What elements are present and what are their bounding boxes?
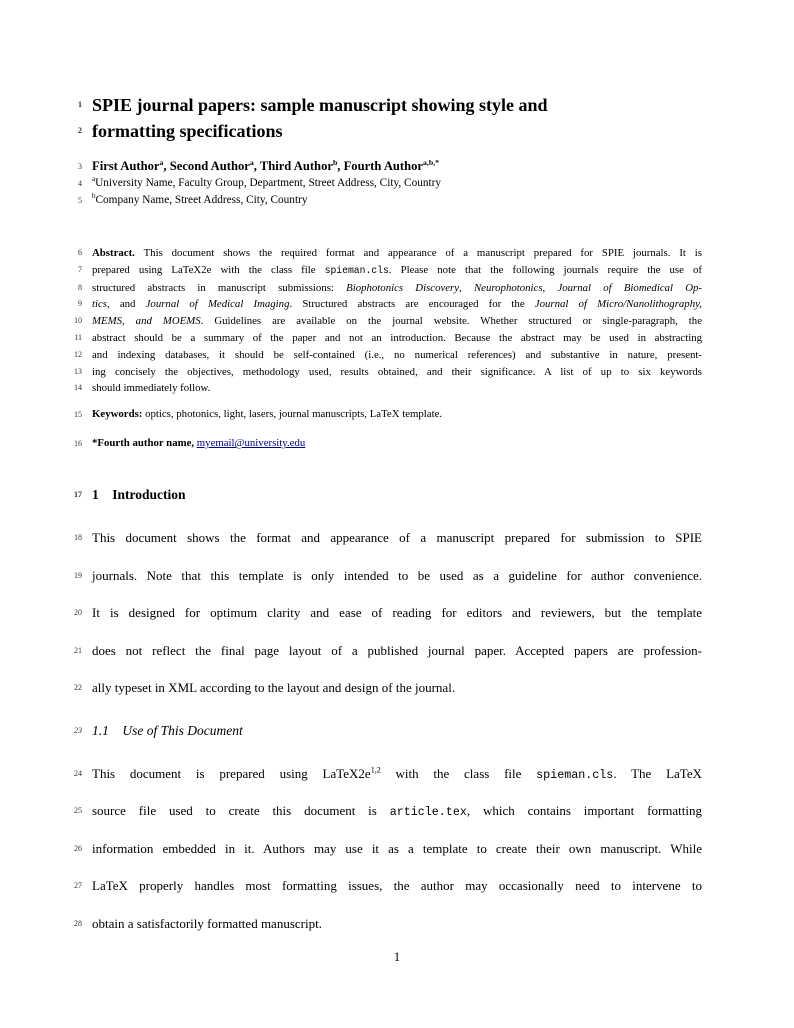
text-line	[74, 435, 702, 452]
line-number: 6	[78, 248, 82, 257]
text-segment: Journal of Biomedical Op-	[557, 281, 702, 294]
text-line	[74, 867, 702, 905]
text-segment: structured abstracts in manuscript submissions:	[92, 281, 347, 294]
text-line	[78, 175, 702, 192]
line-text	[92, 486, 702, 504]
text-segment: . Please note that the following journals require the use of	[388, 263, 702, 276]
text-segment: Keywords:	[92, 408, 143, 421]
text-segment: 1 Introduction	[92, 487, 186, 503]
line-text	[92, 296, 702, 313]
text-segment: ,	[459, 281, 474, 294]
line-text	[92, 347, 702, 364]
text-line	[74, 313, 702, 330]
text-segment: source file used to create this document is	[92, 803, 390, 819]
subsection-heading-use-of-this-document	[74, 722, 702, 740]
text-segment: This document shows the format and appearance of a manuscript prepared for submission to SPIE	[92, 530, 702, 546]
line-number: 3	[78, 162, 82, 171]
line-number: 21	[74, 645, 82, 655]
line-number: 15	[74, 410, 82, 420]
line-text	[92, 669, 702, 707]
text-segment: , Second Author	[163, 159, 250, 173]
text-segment: a	[249, 157, 254, 167]
text-segment: It is designed for optimum clarity and ease of reading for editors and reviewers, but the template	[92, 605, 702, 621]
line-number: 19	[74, 570, 82, 580]
text-segment: 1.1 Use of This Document	[92, 722, 243, 738]
line-text	[92, 262, 702, 280]
text-segment: obtain a satisfactorily formatted manuscript.	[92, 915, 322, 931]
text-segment: b	[92, 192, 96, 201]
text-line	[78, 245, 702, 262]
text-segment: abstract should be a summary of the paper and not an introduction. Because the abstract may be used in abstracting	[92, 331, 702, 344]
text-segment: LaTeX properly handles most formatting issues, the author may occasionally need to intervene to	[92, 878, 702, 894]
text-segment: This document is prepared using LaTeX2e	[92, 765, 371, 781]
line-number: 28	[74, 918, 82, 928]
line-number: 25	[74, 806, 82, 816]
text-line	[78, 280, 702, 297]
text-segment: journals. Note that this template is only intended to be used as a guideline for author convenience.	[92, 567, 702, 583]
line-text	[92, 330, 702, 347]
text-segment: This document shows the required format and appearance of a manuscript prepared for SPIE journals. It is	[134, 247, 702, 259]
line-number: 22	[74, 683, 82, 693]
line-text	[92, 158, 702, 175]
text-segment: , which contains important formatting	[466, 803, 703, 819]
text-segment: University Name, Faculty Group, Department, Street Address, City, Country	[95, 177, 442, 189]
line-text	[92, 557, 702, 595]
text-line	[78, 262, 702, 280]
line-number: 7	[78, 264, 82, 274]
text-segment: and indexing databases, it should be self-contained (i.e., no numerical references) and substantive in nature, present-	[92, 348, 702, 361]
text-segment: ing concisely the objectives, methodology used, results obtained, and their significance. A list of up to six keywords	[92, 365, 702, 378]
line-text	[92, 632, 702, 670]
text-line	[74, 557, 702, 595]
text-line	[78, 157, 702, 175]
text-segment: tics	[92, 298, 107, 311]
text-segment: Journal of Micro/Nanolithography,	[534, 298, 702, 311]
text-segment: . Structured abstracts are encouraged for the	[289, 298, 535, 311]
line-text	[92, 92, 702, 118]
text-line	[78, 192, 702, 209]
text-line	[74, 830, 702, 868]
line-number: 26	[74, 843, 82, 853]
line-number: 16	[74, 439, 82, 449]
line-text	[92, 867, 702, 905]
text-segment: , Fourth Author	[337, 159, 424, 173]
line-text	[92, 435, 702, 452]
text-line	[74, 347, 702, 364]
text-line	[74, 330, 702, 347]
line-number: 14	[74, 383, 82, 393]
text-segment: does not reflect the final page layout of a published journal paper. Accepted papers are profession-	[92, 642, 702, 658]
text-line	[74, 406, 702, 423]
line-number: 13	[74, 366, 82, 376]
line-text	[92, 118, 702, 144]
text-segment: a	[159, 157, 164, 167]
line-number: 8	[78, 282, 82, 292]
manuscript-content	[74, 92, 703, 942]
text-line	[74, 792, 703, 830]
line-number: 9	[78, 299, 82, 309]
text-line	[74, 486, 702, 504]
text-segment: spieman.cls	[324, 264, 389, 276]
text-line	[78, 118, 702, 144]
text-line	[78, 296, 702, 313]
text-segment: formatting specifications	[92, 121, 283, 141]
text-segment: should immediately follow.	[92, 382, 211, 395]
text-segment: with the class file	[380, 765, 537, 781]
text-line	[74, 364, 702, 381]
corresponding-author-footnote	[74, 435, 702, 452]
text-line	[74, 594, 702, 632]
text-line	[74, 722, 702, 740]
line-number: 20	[74, 608, 82, 618]
text-segment: 1,2	[370, 765, 381, 775]
line-number: 17	[74, 490, 82, 500]
text-segment: article.tex	[389, 805, 467, 820]
line-number: 5	[78, 196, 82, 205]
section-heading-introduction	[74, 486, 702, 504]
text-line	[74, 380, 702, 397]
line-text	[92, 245, 702, 262]
text-segment: spieman.cls	[536, 767, 614, 782]
text-line	[74, 669, 702, 707]
email-link[interactable]: myemail@university.edu	[196, 437, 306, 450]
line-number: 12	[74, 349, 82, 359]
text-line	[74, 519, 702, 557]
text-segment: a,b,*	[423, 157, 440, 167]
paper-title	[78, 92, 702, 144]
abstract-block	[74, 245, 702, 397]
text-segment: . The LaTeX	[613, 765, 702, 781]
introduction-paragraph	[74, 519, 702, 707]
use-of-this-document-paragraph	[74, 755, 703, 943]
text-segment: optics, photonics, light, lasers, journal manuscripts, LaTeX template.	[142, 408, 443, 421]
line-number: 27	[74, 881, 82, 891]
text-segment: b	[332, 157, 338, 167]
line-text	[92, 594, 702, 632]
line-number: 11	[74, 332, 82, 342]
line-text	[92, 755, 702, 795]
text-segment: *Fourth author name,	[92, 437, 197, 450]
line-number: 23	[74, 725, 82, 735]
line-text	[92, 519, 702, 557]
text-line	[74, 755, 702, 793]
text-segment: First Author	[92, 159, 160, 173]
text-segment: Abstract.	[92, 247, 135, 259]
text-segment: SPIE journal papers: sample manuscript showing style and	[92, 95, 548, 115]
keywords-line	[74, 406, 702, 423]
text-line	[74, 905, 702, 943]
line-text	[92, 380, 702, 397]
line-number: 10	[74, 316, 82, 326]
text-segment: ally typeset in XML according to the layout and design of the journal.	[92, 680, 456, 696]
text-segment: Company Name, Street Address, City, Country	[95, 194, 308, 206]
line-number: 2	[78, 126, 82, 135]
line-text	[92, 722, 702, 740]
text-segment: . Guidelines are available on the journal website. Whether structured or single-paragraph, the	[200, 315, 702, 328]
line-text	[92, 192, 702, 209]
line-text	[92, 364, 702, 381]
text-segment: Biophotonics Discovery	[346, 281, 460, 294]
text-segment: information embedded in it. Authors may use it as a template to create their own manuscript. While	[92, 840, 702, 856]
text-segment: Journal of Medical Imaging	[145, 298, 290, 311]
text-segment: , Third Author	[253, 159, 333, 173]
page-number: 1	[393, 950, 401, 964]
line-text	[92, 830, 702, 868]
text-segment: MEMS, and MOEMS	[92, 315, 201, 328]
line-number: 4	[78, 179, 82, 188]
text-line	[74, 632, 702, 670]
text-segment: a	[92, 175, 96, 184]
line-text	[92, 280, 702, 297]
line-text	[92, 175, 702, 192]
line-text	[92, 792, 702, 832]
line-text	[92, 313, 702, 330]
line-text	[92, 406, 702, 423]
text-segment: ,	[542, 281, 558, 294]
line-text	[92, 905, 702, 943]
line-number: 18	[74, 533, 82, 543]
text-segment: Neurophotonics	[473, 281, 543, 294]
line-number: 1	[78, 100, 82, 109]
text-line	[78, 92, 702, 118]
text-segment: , and	[107, 298, 146, 311]
line-number: 24	[74, 768, 82, 778]
text-segment: prepared using LaTeX2e with the class file	[92, 263, 325, 276]
authors-and-affiliations	[78, 157, 702, 209]
